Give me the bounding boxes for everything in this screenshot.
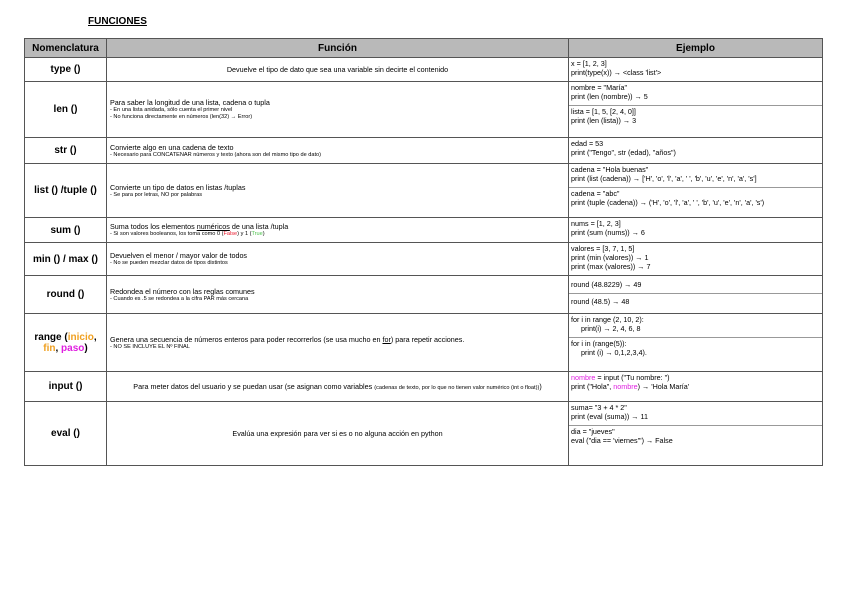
page-title: FUNCIONES <box>88 16 147 27</box>
variable-name: nombre <box>613 382 638 391</box>
example-part: ) → 'Hola María' <box>637 382 690 391</box>
param-fin: fin <box>43 342 56 354</box>
example-line: valores = [3, 7, 1, 5] <box>571 244 635 253</box>
table-row-input <box>25 372 823 402</box>
example-cell <box>569 164 823 218</box>
name-part: ) <box>84 342 88 354</box>
function-name: str () <box>25 138 107 164</box>
table-row-min-max <box>25 243 823 276</box>
description-part: Suma todos los elementos <box>110 222 197 231</box>
description-note: - NO SE INCLUYE EL Nº FINAL <box>110 343 190 350</box>
table-row-type <box>25 58 823 82</box>
description-note <box>110 231 565 238</box>
example-line: print (len (lista)) → 3 <box>571 116 637 125</box>
name-part: range ( <box>34 331 68 343</box>
description-text: Convierte algo en una cadena de texto <box>110 142 234 152</box>
example-cell <box>569 314 823 372</box>
false-keyword: False <box>223 231 238 237</box>
description-note: - No funciona directamente en números (len(32) → Error) <box>110 114 253 120</box>
example-line: for i in range (2, 10, 2): <box>571 315 644 324</box>
example-line: print (tuple (cadena)) → ('H', 'o', 'l', 'a', ' ', 'b', 'u', 'e', 'n', 'a', 's') <box>571 198 765 207</box>
example-line: print (len (nombre)) → 5 <box>571 92 648 101</box>
description-part: ) para repetir acciones. <box>390 334 465 344</box>
function-description <box>107 276 569 314</box>
table-row-round <box>25 276 823 314</box>
description-part: ) <box>539 382 542 391</box>
example-line: cadena = "Hola buenas" <box>571 165 649 174</box>
example-line: cadena = "abc" <box>571 189 620 198</box>
description-note: - No se pueden mezclar datos de tipos distintos <box>110 260 228 266</box>
function-name: list () /tuple () <box>25 164 107 218</box>
function-description <box>107 82 569 138</box>
example-line: print (list (cadena)) → ['H', 'o', 'l', 'a', ' ', 'b', 'u', 'e', 'n', 'a', 's'] <box>571 174 757 183</box>
function-description <box>107 164 569 218</box>
table-row-sum <box>25 218 823 243</box>
example-cell <box>569 276 823 314</box>
example-line: suma= "3 + 4 * 2" <box>571 403 627 412</box>
header-ejemplo: Ejemplo <box>569 39 823 58</box>
true-keyword: True <box>251 231 263 237</box>
example-cell <box>569 58 823 82</box>
variable-name: nombre <box>571 373 596 382</box>
example-line: round (48.5) → 48 <box>571 297 630 306</box>
function-name: eval () <box>25 402 107 466</box>
description-part: Para meter datos del usuario y se puedan usar (se asignan como variables <box>133 382 375 391</box>
description-underlined: for <box>382 334 391 344</box>
param-inicio: inicio <box>67 331 94 343</box>
function-description: Devuelve el tipo de dato que sea una variable sin decirte el contenido <box>107 58 569 82</box>
description-note: - Cuando es .5 se redondea a la cifra PAR más cercana <box>110 295 249 302</box>
description-part: de una lista /tupla <box>229 222 289 231</box>
example-cell <box>569 138 823 164</box>
example-line: for i in (range(5)): <box>571 339 627 348</box>
table-row-str <box>25 138 823 164</box>
param-paso: paso <box>61 342 85 354</box>
function-description <box>107 138 569 164</box>
description-text: Para saber la longitud de una lista, cadena o tupla <box>110 98 270 107</box>
example-line: nombre = "María" <box>571 83 628 92</box>
table-row-eval <box>25 402 823 466</box>
example-line <box>571 373 820 382</box>
example-line: print (sum (nums)) → 6 <box>571 228 645 237</box>
header-funcion: Función <box>107 39 569 58</box>
example-part: print ("Hola", <box>571 382 614 391</box>
example-cell <box>569 402 823 466</box>
table-row-range <box>25 314 823 372</box>
example-line: print(i) → 2, 4, 6, 8 <box>581 324 641 333</box>
header-nomenclatura: Nomenclatura <box>25 39 107 58</box>
function-name <box>25 314 107 372</box>
function-description <box>107 372 569 402</box>
example-cell <box>569 243 823 276</box>
function-name: sum () <box>25 218 107 243</box>
example-line: edad = 53 <box>571 139 604 148</box>
description-text <box>110 222 565 231</box>
description-text <box>110 335 565 344</box>
function-description <box>107 218 569 243</box>
example-cell <box>569 372 823 402</box>
example-line: print (min (valores)) → 1 <box>571 253 649 262</box>
example-line <box>571 382 820 391</box>
example-line: lista = [1, 5, [2, 4, 0]] <box>571 107 636 116</box>
example-line: round (48.8229) → 49 <box>571 280 642 289</box>
note-part: - Si son valores booleanos, los toma como 0 ( <box>110 231 224 237</box>
example-line: x = [1, 2, 3] <box>571 59 607 68</box>
example-line: eval ("dia == 'viernes'") → False <box>571 436 673 445</box>
description-text: Devuelven el menor / mayor valor de todos <box>110 251 248 260</box>
name-part: , <box>55 342 62 354</box>
function-description: Evalúa una expresión para ver si es o no alguna acción en python <box>107 402 569 466</box>
example-cell <box>569 218 823 243</box>
example-line: dia = "jueves" <box>571 427 615 436</box>
description-note: - En una lista anidada, sólo cuenta el primer nivel <box>110 107 233 113</box>
table-header-row <box>25 39 823 58</box>
function-description <box>107 314 569 372</box>
example-part: = input ("Tu nombre: ") <box>595 373 670 382</box>
description-note: - Se para por letras, NO por palabras <box>110 191 203 198</box>
description-text: Redondea el número con las reglas comunes <box>110 286 255 296</box>
example-line: print (max (valores)) → 7 <box>571 262 651 271</box>
description-note: - Necesario para CONCATENAR números y texto (ahora son del mismo tipo de dato) <box>110 151 321 158</box>
function-description <box>107 243 569 276</box>
note-part: ) y 1 ( <box>237 231 252 237</box>
note-part: ) <box>262 231 265 237</box>
example-line: print (i) → 0,1,2,3,4). <box>581 348 647 357</box>
functions-table <box>24 38 823 466</box>
description-text: Convierte un tipo de datos en listas /tuplas <box>110 182 246 192</box>
table-row-list-tuple <box>25 164 823 218</box>
example-line: print ("Tengo", str (edad), "años") <box>571 148 676 157</box>
function-name: round () <box>25 276 107 314</box>
description-underlined: numéricos <box>196 222 230 231</box>
function-name: min () / max () <box>25 243 107 276</box>
table-row-len <box>25 82 823 138</box>
example-line: print (eval (suma)) → 11 <box>571 412 648 421</box>
example-line: print(type(x)) → <class 'list'> <box>571 68 662 77</box>
example-cell <box>569 82 823 138</box>
example-line: nums = [1, 2, 3] <box>571 219 621 228</box>
function-name: type () <box>25 58 107 82</box>
function-name: input () <box>25 372 107 402</box>
description-part: Genera una secuencia de números enteros para poder recorrerlos (se usa mucho en <box>110 334 383 344</box>
description-small: (cadenas de texto, por lo que no tienen valor numérico (int o float)) <box>374 385 540 391</box>
function-name: len () <box>25 82 107 138</box>
name-part: , <box>93 331 97 343</box>
